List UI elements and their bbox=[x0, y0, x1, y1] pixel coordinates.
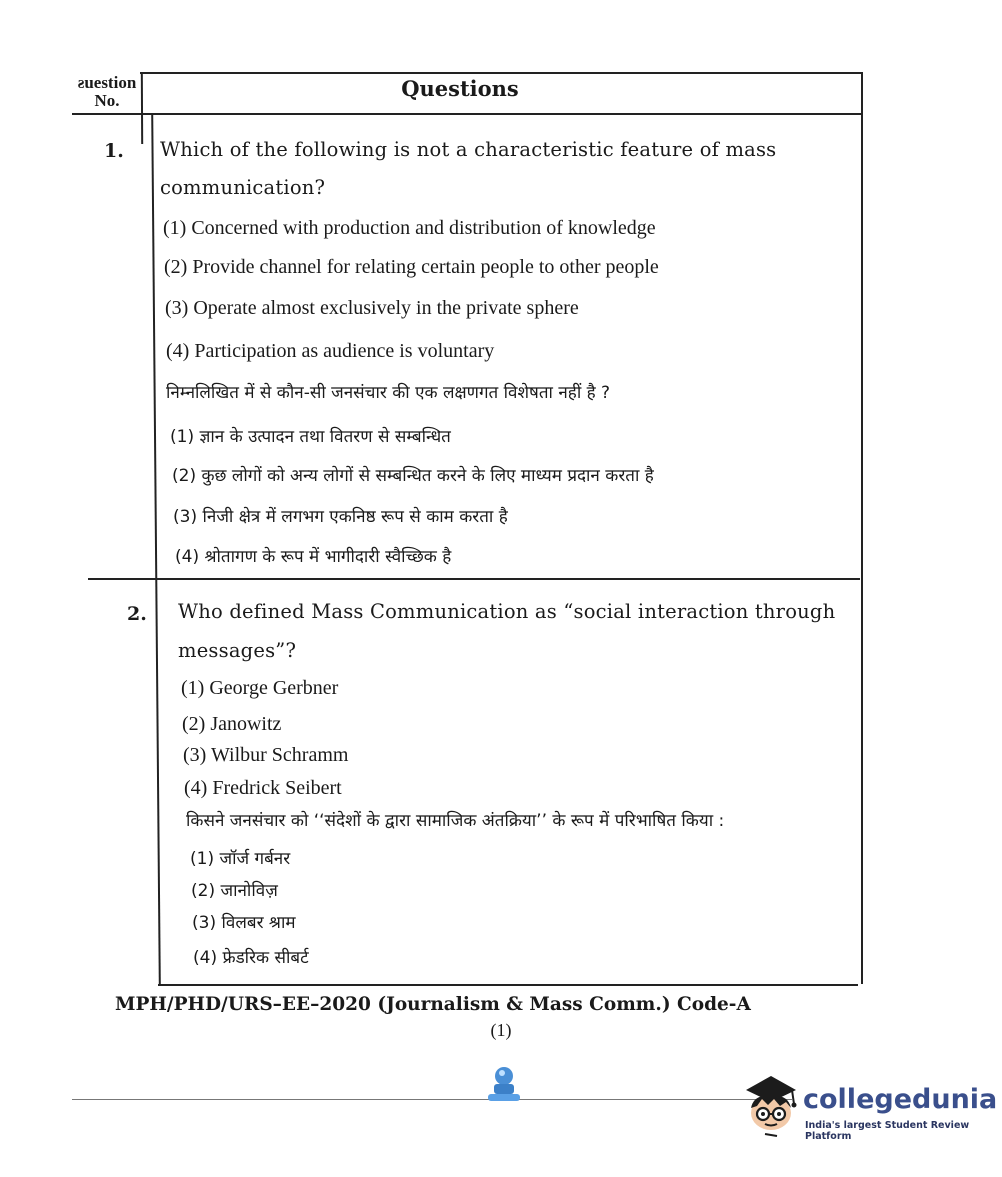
hindi-option: (3) निजी क्षेत्र में लगभग एकनिष्ठ रूप से काम करता है bbox=[173, 507, 508, 527]
hindi-question-text: निम्नलिखित में से कौन-सी जनसंचार की एक लक्षणगत विशेषता नहीं है ? bbox=[166, 383, 611, 403]
question-text: Who defined Mass Communication as “social interaction through bbox=[178, 600, 836, 623]
hindi-option: (2) कुछ लोगों को अन्य लोगों से सम्बन्धित करने के लिए माध्यम प्रदान करता है bbox=[172, 466, 654, 486]
hindi-option: (1) ज्ञान के उत्पादन तथा वितरण से सम्बन्धित bbox=[170, 427, 451, 447]
option: (4) Fredrick Seibert bbox=[184, 777, 342, 799]
brand-tagline: India's largest Student Review Platform bbox=[805, 1120, 970, 1142]
hindi-option: (2) जानोविज़ bbox=[191, 881, 278, 901]
hindi-option: (3) विलबर श्राम bbox=[192, 913, 296, 933]
table-header-divider bbox=[72, 113, 862, 115]
page-number: (1) bbox=[490, 1020, 512, 1040]
question-number: 2. bbox=[127, 603, 147, 625]
table-bottom-border bbox=[158, 984, 858, 986]
hindi-option: (4) फ्रेडरिक सीबर्ट bbox=[193, 948, 309, 968]
hindi-option: (1) जॉर्ज गर्बनर bbox=[190, 849, 291, 869]
option: (2) Janowitz bbox=[182, 713, 282, 735]
pushpin-icon bbox=[482, 1062, 526, 1106]
hindi-option: (4) श्रोतागण के रूप में भागीदारी स्वैच्छिक है bbox=[175, 547, 452, 567]
option: (3) Operate almost exclusively in the private sphere bbox=[165, 297, 579, 319]
hindi-question-text: किसने जनसंचार को ‘‘संदेशों के द्वारा सामाजिक अंतक्रिया’’ के रूप में परिभाषित किया : bbox=[186, 811, 725, 831]
option: (1) Concerned with production and distribution of knowledge bbox=[163, 217, 656, 239]
question-text: communication? bbox=[160, 176, 326, 199]
option: (2) Provide channel for relating certain people to other people bbox=[164, 256, 659, 278]
option: (1) George Gerbner bbox=[181, 677, 339, 699]
question-text: messages”? bbox=[178, 639, 297, 662]
bottom-rule bbox=[72, 1099, 792, 1100]
brand-logo-text: collegedunia bbox=[803, 1084, 998, 1115]
questions-header: Questions bbox=[401, 76, 519, 101]
table-top-border bbox=[140, 72, 862, 74]
question-text: Which of the following is not a characteristic feature of mass bbox=[160, 138, 777, 161]
question-number-header: ƨuestion No. bbox=[77, 73, 137, 110]
table-row-divider bbox=[88, 578, 860, 580]
option: (4) Participation as audience is voluntary bbox=[166, 340, 495, 362]
paper-code-footer: MPH/PHD/URS–EE–2020 (Journalism & Mass Comm.) Code-A bbox=[115, 994, 751, 1015]
question-number: 1. bbox=[104, 140, 124, 162]
collegedunia-mascot-icon bbox=[740, 1068, 802, 1140]
option: (3) Wilbur Schramm bbox=[183, 744, 349, 766]
column-divider-lower bbox=[151, 114, 160, 984]
right-border bbox=[861, 72, 863, 984]
